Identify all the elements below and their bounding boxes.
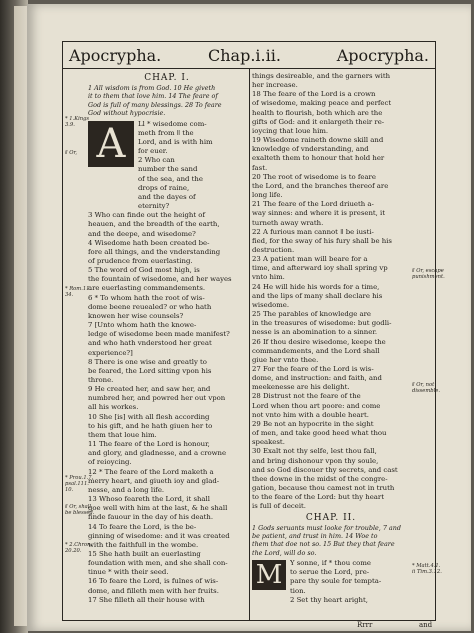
verse-line: 23 A patient man will beare for a [252, 255, 368, 264]
verse-line: 4 Wisedome hath been created be- [88, 238, 210, 247]
verse-line: goe well with him at the last, & he shall [88, 504, 228, 513]
verse-line: number the sand [138, 165, 198, 174]
chapter-heading-1: CHAP. I. [144, 73, 190, 83]
verse-line: and bring dishonour vpon thy soule, [252, 456, 379, 465]
verse-line: and so God discouer thy secrets, and cast [252, 465, 398, 474]
verse-line: 6 * To whom hath the root of wis- [88, 293, 205, 302]
verse-line: 25 The parables of knowledge are [252, 310, 372, 319]
book-page [27, 4, 471, 631]
verse-line: 30 Exalt not thy selfe, lest thou fall, [252, 447, 377, 456]
verse-line: finde fauour in the day of his death. [88, 513, 214, 522]
verse-line: her increase. [252, 81, 298, 90]
running-head-left: Apocrypha. [69, 46, 162, 65]
drop-cap-letter: M [255, 560, 283, 591]
verse-line: Lord, and is with him [138, 137, 213, 146]
verse-line: and glory, and gladnesse, and a crowne [88, 449, 227, 458]
verse-line: ioycing that loue him. [252, 126, 329, 135]
verse-line: and the lips of many shall declare his [252, 291, 383, 300]
verse-line: 28 Distrust not the feare of the [252, 392, 361, 401]
running-head [63, 42, 435, 69]
summary-line: them that doe not so. 15 But they that feare [252, 540, 395, 549]
verse-line: dome, and filleth men with her fruits. [88, 586, 219, 595]
verse-line: merry heart, and giueth ioy and glad- [88, 476, 220, 485]
verse-line: 24 He will hide his words for a time, [252, 282, 380, 291]
verse-line: 16 To feare the Lord, is fulnes of wis- [88, 577, 219, 586]
chapter-1-summary [88, 84, 246, 118]
margin-note: ǁ Or, [65, 150, 78, 156]
summary-line: the Lord, will do so. [252, 548, 317, 557]
verse-line: wisedome. [252, 300, 290, 309]
verse-line: things desireable, and the garners with [252, 72, 391, 80]
drop-cap-m [252, 560, 286, 590]
verse-line: fied, for the sway of his fury shall be his [252, 236, 392, 245]
margin-note: * 1.Kings 3.9. [65, 116, 90, 129]
verse-line: 22 A furious man cannot ǁ be iusti- [252, 227, 374, 236]
verse-line: Ll * wisedome com- [138, 119, 207, 128]
verse-line: and the dayes of [138, 192, 196, 201]
drop-cap-letter: A [96, 120, 126, 167]
verse-line: 12 * The feare of the Lord maketh a [88, 467, 214, 476]
catchword: and [419, 621, 433, 629]
verse-line: speakest. [252, 438, 285, 447]
verse-line: thee downe in the midst of the congre- [252, 474, 388, 483]
running-head-center: Chap.i.ii. [208, 46, 281, 65]
running-head-right: Apocrypha. [336, 46, 429, 65]
facing-page-edge [14, 6, 28, 626]
verse-line: vnto him. [252, 273, 285, 282]
verse-line: nesse, and a long life. [88, 485, 165, 494]
verse-line: with the faithfull in the wombe. [88, 540, 199, 549]
verse-line: tion. [290, 586, 306, 595]
verse-line: dome beene reuealed? or who hath [88, 302, 212, 311]
summary-line: it to them that love him. 14 The feare of [88, 92, 218, 101]
verse-line: 13 Whoso feareth the Lord, it shall [88, 495, 210, 504]
verse-line: foundation with men, and she shall con- [88, 559, 228, 568]
left-column [88, 72, 246, 618]
verse-line: Lord when thou art poore: and come [252, 401, 381, 410]
summary-line: 1 All wisdom is from God. 10 He giveth [88, 84, 216, 92]
verse-line: the Lord, and the branches thereof are [252, 181, 389, 190]
verse-line: to serue the Lord, pre- [290, 568, 370, 577]
verse-line: and the deepe, and wisedome? [88, 229, 196, 238]
verse-line: way sinnes: and where it is present, it [252, 209, 386, 218]
verse-line: 26 If thou desire wisedome, keepe the [252, 337, 386, 346]
verse-line: fast. [252, 163, 268, 172]
verse-line: pare thy soule for tempta- [290, 577, 382, 586]
verse-line: 11 The feare of the Lord is honour, [88, 440, 210, 449]
verse-line: to his gift, and he hath giuen her to [88, 421, 213, 430]
verse-line: 29 Be not an hypocrite in the sight [252, 419, 374, 428]
verse-line: 3 Who can finde out the height of [88, 211, 205, 220]
verse-line: are euerlasting commandements. [88, 284, 206, 293]
verse-line: them that loue him. [88, 430, 157, 439]
verse-line: 17 She filleth all their house with [88, 595, 205, 604]
drop-cap-a [88, 121, 134, 167]
verse-line: destruction. [252, 245, 295, 254]
verse-line: the fountain of wisedome, and her wayes [88, 275, 232, 284]
right-column [252, 72, 410, 618]
signature-mark: Rrrr [357, 621, 373, 629]
verse-line: throne. [88, 376, 114, 384]
verse-line: commandements, and the Lord shall [252, 346, 380, 355]
verse-line: for euer. [138, 147, 168, 156]
verse-line: of prudence from euerlasting. [88, 256, 193, 265]
verse-line: knowledge of vnderstanding, and [252, 145, 369, 154]
verse-line: knowen her wise counsels? [88, 311, 184, 320]
verse-line: of men, and take good heed what thou [252, 429, 387, 438]
verse-line: eternity? [138, 202, 170, 211]
verse-line: 2 Set thy heart aright, [290, 595, 368, 604]
margin-note: ǁ Or, escape punishment. [412, 268, 445, 281]
verse-line: numbred her, and powred her out vpon [88, 394, 226, 403]
verse-line: meekenesse are his delight. [252, 383, 350, 392]
verse-line: Y sonne, if * thou come [290, 559, 371, 568]
verse-line: not vnto him with a double heart. [252, 410, 369, 419]
verse-line: 8 There is one wise and greatly to [88, 357, 207, 366]
verse-line: of wisedome, making peace and perfect [252, 99, 392, 108]
verse-line: experience?] [88, 348, 133, 357]
verse-line: 9 He created her, and saw her, and [88, 385, 211, 394]
verse-line: health to flourish, both which are the [252, 108, 383, 117]
verse-line: gifts of God: and it enlargeth their re- [252, 117, 385, 126]
verse-line: long life. [252, 191, 283, 200]
verse-line: meth from ǁ the [138, 128, 194, 137]
verse-line: ginning of wisedome: and it was created [88, 531, 230, 540]
summary-line: be patient, and trust in him. 14 Woe to [252, 531, 378, 540]
verse-line: 7 [Unto whom hath the knowe- [88, 321, 197, 330]
verse-line: all his workes. [88, 403, 139, 412]
verse-line: be feared, the Lord sitting vpon his [88, 366, 212, 375]
chapter-heading-2: CHAP. II. [305, 512, 357, 523]
verse-line: fore all things, and the vnderstanding [88, 247, 221, 256]
margin-note: ǁ Or, not dissemble. [412, 382, 440, 395]
verse-line: 15 She hath built an euerlasting [88, 549, 201, 558]
verse-line: and who hath vnderstood her great [88, 339, 212, 348]
verse-line: 2 Who can [138, 156, 175, 165]
verse-line: of reioycing. [88, 458, 132, 467]
verse-line: exalteth them to honour that hold her [252, 154, 385, 163]
verse-line: drops of raine, [138, 183, 190, 192]
verse-line: 20 The root of wisedome is to feare [252, 172, 376, 181]
column-divider [249, 68, 250, 620]
text-frame [62, 41, 445, 621]
margin-note: * Matt.4.1. ii Tim.3.12. [412, 563, 442, 576]
margin-note: ǁ Or, shall be blessed. [65, 504, 95, 517]
verse-line: 5 The word of God most high, is [88, 266, 200, 275]
verse-line: 10 She [is] with all flesh according [88, 412, 210, 421]
chapter-2-summary [252, 524, 410, 558]
summary-line: God without hypocrisie. [88, 109, 166, 118]
verse-line: 19 Wisedome raineth downe skill and [252, 136, 384, 145]
margin-note: * Prou.1.7. psal.111. 10. [65, 475, 94, 494]
summary-line: 1 Gods seruants must looke for trouble, 7 and [252, 523, 401, 532]
verse-line: dome, and instruction: and faith, and [252, 374, 382, 383]
verse-line: turneth away wrath. [252, 218, 324, 227]
verse-line: gation, because thou camest not in truth [252, 484, 395, 493]
verse-line: in the treasures of wisedome: but godli- [252, 319, 392, 328]
verse-line: giue her vnto thee. [252, 355, 319, 364]
verse-line: 21 The feare of the Lord driueth a- [252, 200, 374, 209]
verse-line: heauen, and the breadth of the earth, [88, 220, 220, 229]
verse-line: time, and afterward ioy shall spring vp [252, 264, 388, 273]
margin-note: * 2.Chron. 20.20. [65, 542, 93, 555]
margin-note: * Rom.11. 34. [65, 286, 92, 299]
verse-line: of the sea, and the [138, 174, 203, 183]
verse-line: is full of deceit. [252, 502, 306, 511]
summary-line: God is full of many blessings. 28 To feare [88, 100, 222, 109]
verse-line: 27 For the feare of the Lord is wis- [252, 365, 374, 373]
verse-line: 14 To feare the Lord, is the be- [88, 522, 197, 531]
verse-line: tinue * with their seed. [88, 568, 169, 577]
verse-line: nesse is an abomination to a sinner. [252, 328, 378, 337]
verse-line: to the feare of the Lord: but thy heart [252, 493, 384, 502]
verse-line: 18 The feare of the Lord is a crown [252, 90, 376, 99]
verse-line: ledge of wisedome been made manifest? [88, 330, 230, 339]
